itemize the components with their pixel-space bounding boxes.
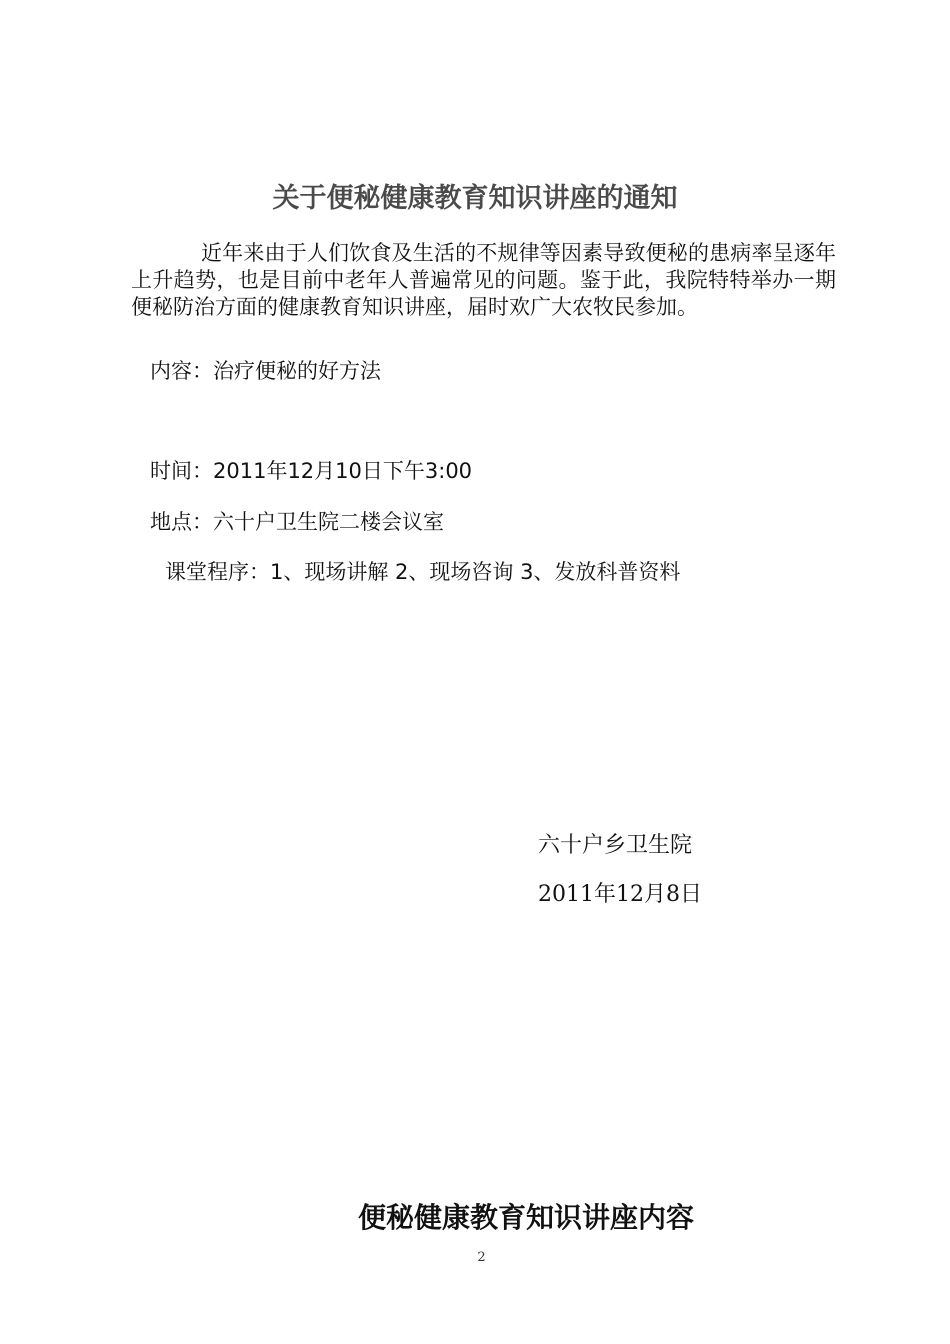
lecture-time-line [150,455,472,485]
notice-intro-paragraph: 近年来由于人们饮食及生活的不规律等因素导致便秘的患病率呈逐年上升趋势，也是目前中老年人普遍常见的问题。鉴于此，我院特特举办一期便秘防治方面的健康教育知识讲座，届时欢广大农牧民参加。 [131,241,836,319]
content-value: 治疗便秘的好方法 [213,359,381,383]
notice-title: 关于便秘健康教育知识讲座的通知 [272,183,678,214]
signature-date: 2011年12月8日 [538,882,702,907]
lecture-program-line [165,556,680,586]
time-label: 时间： [150,459,213,483]
program-value: 1、现场讲解 2、现场咨询 3、发放科普资料 [270,560,681,584]
signature-organization: 六十户乡卫生院 [538,833,693,858]
program-label: 课堂程序： [165,560,270,584]
content-label: 内容： [150,359,213,383]
page-number: 2 [477,1250,486,1265]
lecture-content-line [150,355,381,385]
place-value: 六十户卫生院二楼会议室 [213,510,444,534]
time-value: 2011年12月10日下午3:00 [213,459,473,483]
lecture-place-line [150,506,444,536]
next-section-title: 便秘健康教育知识讲座内容 [357,1201,694,1234]
place-label: 地点： [150,510,213,534]
